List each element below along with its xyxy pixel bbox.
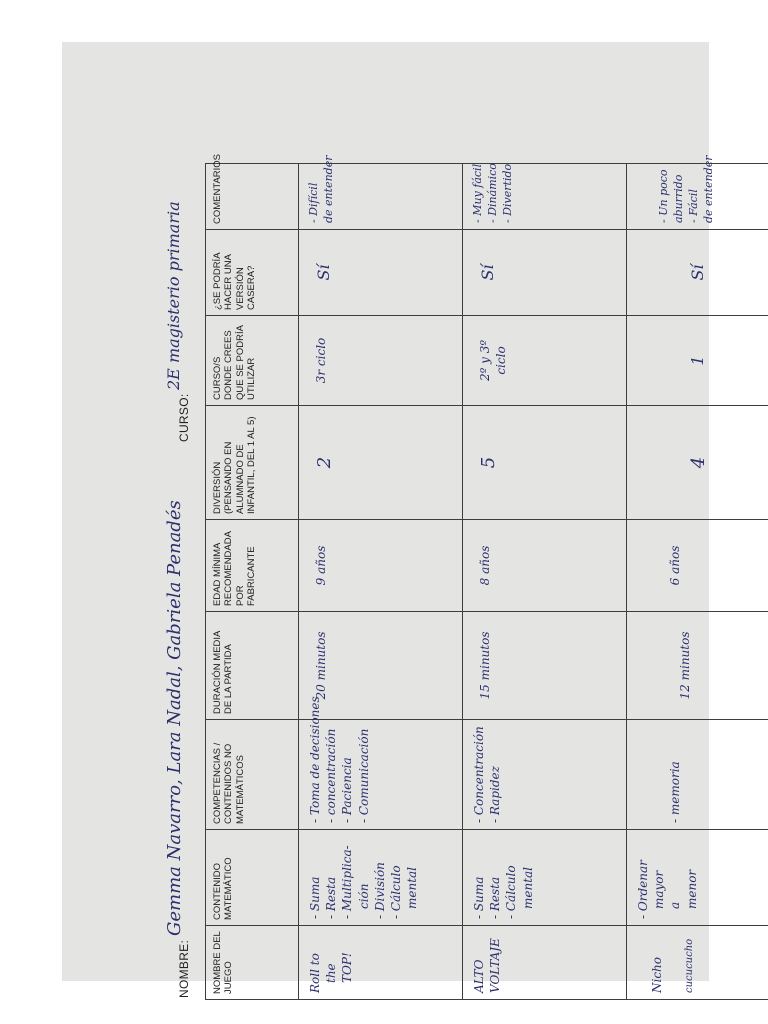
nombre-label: NOMBRE:: [177, 939, 191, 998]
math-content-cell: - Ordenar mayor a menor: [627, 830, 768, 926]
column-header: CONTENIDO MATEMÁTICO: [206, 830, 299, 926]
duration-cell: 12 minutos: [627, 612, 768, 720]
rotated-form: [163, 104, 743, 1004]
column-header: CURSO/S DONDE CREES QUE SE PODRÍA UTILIZAR: [206, 316, 299, 406]
column-header: COMENTARIOS: [206, 164, 299, 230]
table-row: [463, 164, 627, 1000]
homemade-cell: Sí: [627, 230, 768, 316]
paper-sheet: [62, 42, 715, 998]
min-age-cell: 8 años: [463, 520, 627, 612]
column-header: COMPETENCIAS / CONTENIDOS NO MATEMÁTICOS: [206, 720, 299, 830]
fun-score-cell: 2: [299, 406, 463, 520]
table-row: [627, 164, 768, 1000]
column-header: DURACIÓN MEDIA DE LA PARTIDA: [206, 612, 299, 720]
column-header: ¿SE PODRÍA HACER UNA VERSIÓN CASERA?: [206, 230, 299, 316]
comments-cell: - Difícil de entender: [299, 164, 463, 230]
comments-cell: - Un poco aburrido - Fácil de entender: [627, 164, 768, 230]
curso-label: CURSO:: [177, 393, 191, 442]
course-cell: 1: [627, 316, 768, 406]
homemade-cell: Sí: [463, 230, 627, 316]
competencies-cell: - memoria: [627, 720, 768, 830]
homemade-cell: Sí: [299, 230, 463, 316]
column-header: EDAD MÍNIMA RECOMENDADA POR FABRICANTE: [206, 520, 299, 612]
column-header: DIVERSIÓN (PENSANDO EN ALUMNADO DE INFANTIL, DEL 1 AL 5): [206, 406, 299, 520]
game-name-cell: Nicho cucucucho: [627, 926, 768, 1000]
course-cell: 3r ciclo: [299, 316, 463, 406]
column-header: NOMBRE DEL JUEGO: [206, 926, 299, 1000]
duration-cell: 20 minutos: [299, 612, 463, 720]
curso-value: 2E magisterio primaria: [164, 201, 183, 390]
table-header-row: [206, 164, 299, 1000]
games-table: [205, 153, 768, 1000]
course-cell: 2º y 3º ciclo: [463, 316, 627, 406]
fun-score-cell: 5: [463, 406, 627, 520]
fun-score-cell: 4: [627, 406, 768, 520]
math-content-cell: - Suma - Resta - Multiplica- ción - División - Cálculo mental: [299, 830, 463, 926]
math-content-cell: - Suma - Resta - Cálculo mental: [463, 830, 627, 926]
competencies-cell: - Concentración - Rapidez: [463, 720, 627, 830]
table-row: [299, 164, 463, 1000]
game-name-cell: Roll to the TOP!: [299, 926, 463, 1000]
min-age-cell: 6 años: [627, 520, 768, 612]
comments-cell: - Muy fácil - Dinámico - Divertido: [463, 164, 627, 230]
competencies-cell: - Toma de decisiones - concentración - Paciencia - Comunicación: [299, 720, 463, 830]
duration-cell: 15 minutos: [463, 612, 627, 720]
form-header: [163, 104, 205, 1004]
nombre-value: Gemma Navarro, Lara Nadal, Gabriela Penadés: [164, 500, 185, 936]
game-name-cell: ALTO VOLTAJE: [463, 926, 627, 1000]
min-age-cell: 9 años: [299, 520, 463, 612]
